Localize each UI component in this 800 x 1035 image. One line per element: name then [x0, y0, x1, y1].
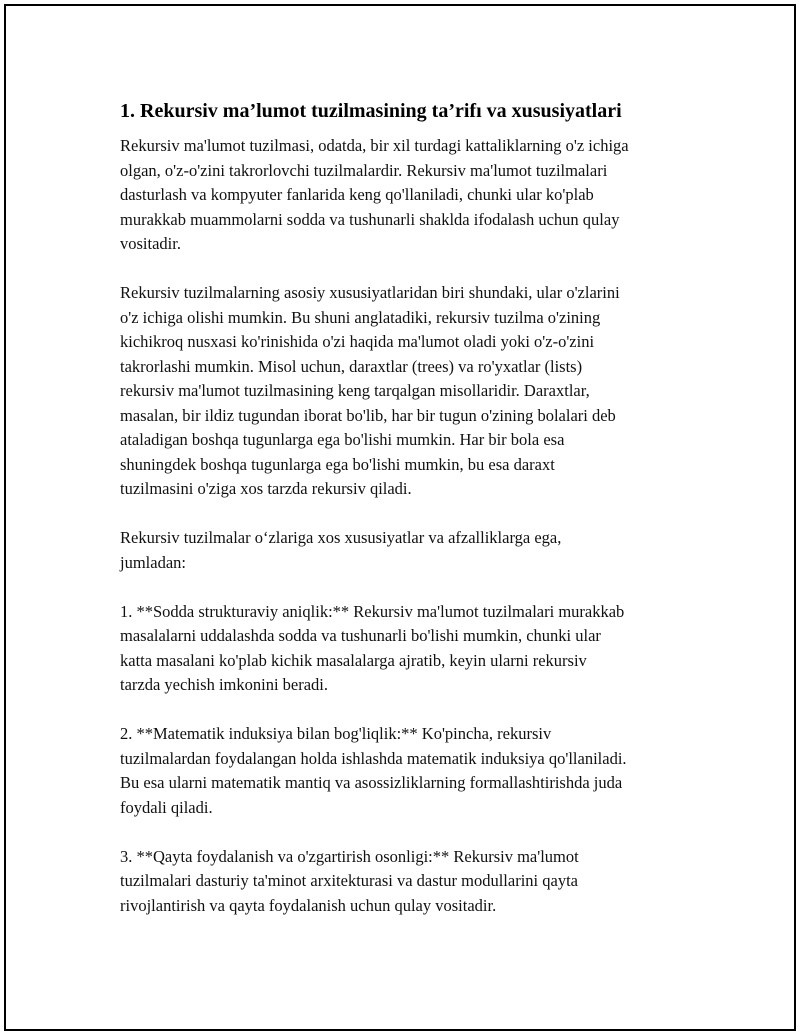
text-line: rekursiv ma'lumot tuzilmasining keng tarqalgan misollaridir. Daraxtlar,	[120, 381, 590, 400]
text-line: katta masalani ko'plab kichik masalalarga ajratib, keyin ularni rekursiv	[120, 650, 587, 670]
text-line: Rekursiv tuzilmalarning asosiy xususiyatlaridan biri shundaki, ular o'zlarini	[120, 283, 620, 302]
text-line: jumladan:	[120, 552, 186, 572]
list-item-2	[120, 722, 700, 820]
text-line: tarzda yechish imkonini beradi.	[120, 675, 329, 694]
page-frame	[4, 4, 796, 1031]
text-line: 1. **Sodda strukturaviy aniqlik:** Rekursiv ma'lumot tuzilmalari murakkab	[120, 601, 625, 621]
text-line: rivojlantirish va qayta foydalanish uchun qulay vositadir.	[120, 895, 497, 915]
text-line: takrorlashi mumkin. Misol uchun, daraxtlar (trees) va ro'yxatlar (lists)	[120, 356, 583, 376]
text-line: Rekursiv tuzilmalar o‘zlariga xos xususiyatlar va afzalliklarga ega,	[120, 528, 562, 547]
text-line: 3. **Qayta foydalanish va o'zgartirish osonligi:** Rekursiv ma'lumot	[120, 846, 579, 866]
text-line: masalan, bir ildiz tugundan iborat bo'lib, har bir tugun o'zining bolalari deb	[120, 405, 616, 425]
text-line: vositadir.	[120, 234, 181, 253]
text-line: Bu esa ularni matematik mantiq va asossizliklarning formallashtirishda juda	[120, 773, 623, 792]
text-line: murakkab muammolarni sodda va tushunarli shaklda ifodalash uchun qulay	[120, 209, 620, 229]
text-line: kichikroq nusxasi ko'rinishida o'zi haqida ma'lumot oladi yoki o'z-o'zini	[120, 332, 595, 351]
text-line: 2. **Matematik induksiya bilan bog'liqlik:** Ko'pincha, rekursiv	[120, 724, 552, 743]
text-line: ataladigan boshqa tugunlarga ega bo'lishi mumkin. Har bir bola esa	[120, 430, 565, 449]
document-body	[120, 98, 700, 943]
text-line: Rekursiv ma'lumot tuzilmasi, odatda, bir xil turdagi kattaliklarning o'z ichiga	[120, 136, 629, 155]
section-heading: 1. Rekursiv ma’lumot tuzilmasining ta’rifı va xususiyatlari	[120, 100, 622, 122]
text-line: tuzilmalardan foydalangan holda ishlashda matematik induksiya qo'llaniladi.	[120, 748, 627, 768]
text-line: tuzilmalari dasturiy ta'minot arxitekturasi va dastur modullarini qayta	[120, 871, 578, 890]
text-line: masalalarni uddalashda sodda va tushunarli bo'lishi mumkin, chunki ular	[120, 626, 601, 645]
list-item-3	[120, 845, 700, 919]
text-line: o'z ichiga olishi mumkin. Bu shuni anglatadiki, rekursiv tuzilma o'zining	[120, 307, 601, 327]
text-line: shuningdek boshqa tugunlarga ega bo'lishi mumkin, bu esa daraxt	[120, 454, 555, 474]
paragraph-intro-list	[120, 526, 700, 575]
text-line: foydali qiladi.	[120, 797, 213, 817]
paragraph-properties	[120, 281, 700, 502]
text-line: tuzilmasini o'ziga xos tarzda rekursiv qiladi.	[120, 479, 412, 498]
text-line: dasturlash va kompyuter fanlarida keng qo'llaniladi, chunki ular ko'plab	[120, 185, 594, 204]
list-item-1	[120, 600, 700, 698]
paragraph-definition	[120, 134, 700, 257]
text-line: olgan, o'z-o'zini takrorlovchi tuzilmalardir. Rekursiv ma'lumot tuzilmalari	[120, 160, 608, 180]
